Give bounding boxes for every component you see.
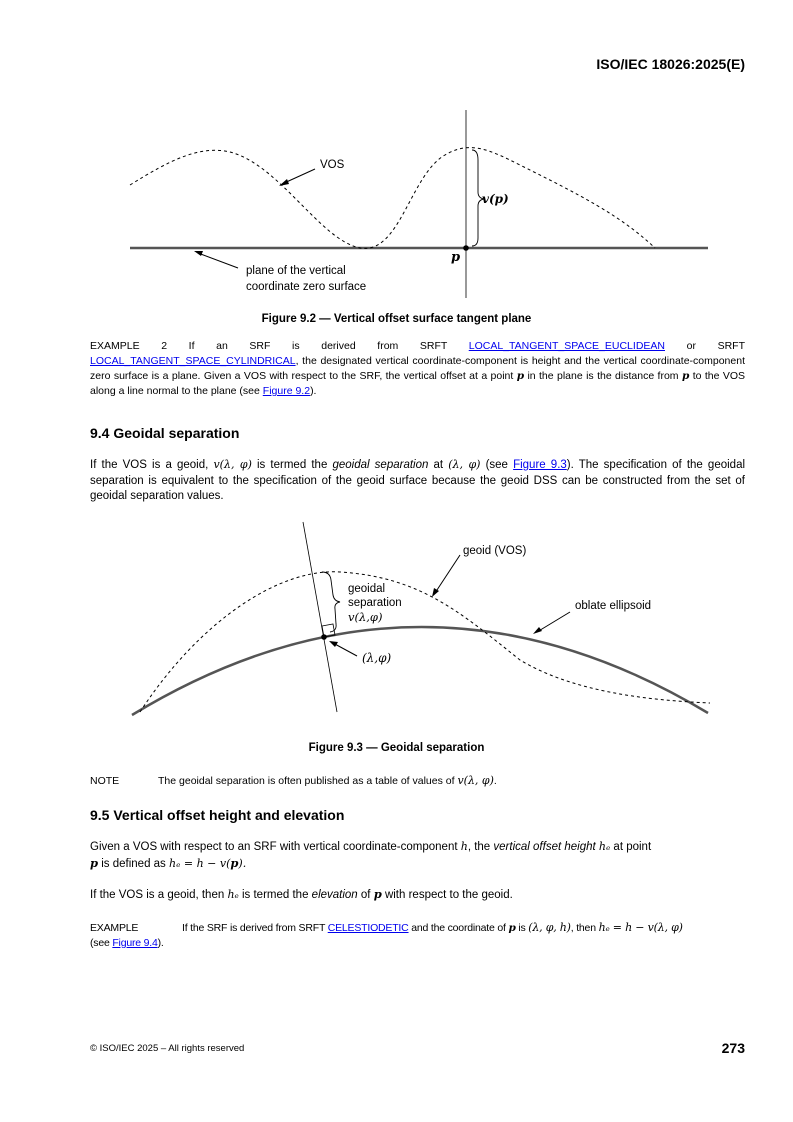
text: , the xyxy=(467,841,494,853)
ellipsoid-curve xyxy=(132,627,708,715)
note-label: NOTE xyxy=(90,775,120,787)
math: hₑ xyxy=(598,840,611,853)
math-p: p xyxy=(230,855,239,870)
math: v(λ, φ) xyxy=(213,458,252,471)
text: If the SRF is derived from SRFT xyxy=(182,922,328,934)
text: is termed the xyxy=(251,459,333,471)
link-figure-9-2[interactable]: Figure 9.2 xyxy=(262,385,311,397)
math: (λ, φ, h) xyxy=(528,921,571,934)
math: hₑ = h − v( xyxy=(169,856,231,870)
link-local-tangent-space-euclidean[interactable]: LOCAL_TANGENT_SPACE_EUCLIDEAN xyxy=(468,340,665,352)
point-lambda-phi xyxy=(321,634,327,640)
point-label: (λ,φ) xyxy=(362,651,392,665)
text: If the VOS is a geoid, then xyxy=(90,889,228,901)
text: The geoidal separation is often published as a table of values of xyxy=(158,775,458,787)
normal-line xyxy=(303,522,337,712)
link-figure-9-3[interactable]: Figure 9.3 xyxy=(513,459,567,471)
math-p: p xyxy=(516,370,525,382)
example-label: EXAMPLE xyxy=(90,922,139,934)
math: hₑ = h − v(λ, φ) xyxy=(598,921,683,934)
p-label: p xyxy=(451,250,461,265)
link-celestiodetic[interactable]: CELESTIODETIC xyxy=(327,922,409,934)
link-local-tangent-space-cylindrical[interactable]: LOCAL_TANGENT_SPACE_CYLINDRICAL xyxy=(90,355,296,367)
text: If an SRF is derived from SRFT xyxy=(167,340,469,352)
emphasis: vertical offset height xyxy=(493,841,599,853)
point-arrow xyxy=(333,643,357,656)
section-9-5-paragraph-1 xyxy=(90,839,745,872)
text: with respect to the geoid. xyxy=(381,889,513,901)
text: , the designated vertical coordinate-component is height and the vertical coordinate-component zero surface is a plane. Given a VOS with respect to the SRF, the vertical offset at a point xyxy=(90,355,745,382)
geoid-curve xyxy=(140,572,710,712)
text: If the VOS is a geoid, xyxy=(90,459,214,471)
section-9-4-heading: 9.4 Geoidal separation xyxy=(90,425,240,441)
note xyxy=(90,773,745,789)
link-figure-9-4[interactable]: Figure 9.4 xyxy=(112,937,158,949)
separation-label-1: geoidal xyxy=(348,583,386,595)
ellipsoid-label: oblate ellipsoid xyxy=(575,600,652,612)
figure-9-2-caption: Figure 9.2 — Vertical offset surface tangent plane xyxy=(261,313,532,325)
section-9-5-paragraph-2 xyxy=(90,887,745,904)
text: ). The specification of the geoidal separation is equivalent to the specification of the geoid surface because the geoid DSS can be constructed from the set of geoidal separation values. xyxy=(90,459,746,502)
math: hₑ xyxy=(227,888,239,901)
text: at xyxy=(428,459,449,471)
text: of xyxy=(357,889,374,901)
math: (λ, φ) xyxy=(448,458,481,471)
text: Given a VOS with respect to an SRF with vertical coordinate-component xyxy=(90,841,461,853)
geoid-arrow xyxy=(435,555,460,593)
emphasis: geoidal separation xyxy=(332,459,429,471)
ellipsoid-arrow xyxy=(537,612,570,632)
text: is xyxy=(515,922,529,934)
separation-brace xyxy=(322,572,340,632)
emphasis: elevation xyxy=(311,889,358,901)
plane-label-1: plane of the vertical xyxy=(246,265,346,277)
geoid-label: geoid (VOS) xyxy=(463,545,527,557)
math-p: p xyxy=(373,887,382,901)
text: and the coordinate of xyxy=(408,922,509,934)
text: (see xyxy=(90,937,113,949)
text: at point xyxy=(610,841,652,853)
math-p: p xyxy=(90,855,99,870)
example xyxy=(90,920,745,951)
vp-label: v(p) xyxy=(482,192,509,206)
separation-label-3: v(λ,φ) xyxy=(348,610,383,624)
math-p: p xyxy=(681,370,690,382)
text: , then xyxy=(570,922,599,934)
text: ). xyxy=(157,937,164,949)
text: (see xyxy=(480,459,514,471)
text: or SRFT xyxy=(665,340,745,352)
text: in the plane is the distance from xyxy=(524,370,682,382)
text: is termed the xyxy=(238,889,312,901)
separation-label-2: separation xyxy=(348,597,402,609)
page-number: 273 xyxy=(721,1040,745,1056)
vos-label: VOS xyxy=(320,159,345,171)
text: ). xyxy=(310,385,317,397)
math: ). xyxy=(238,856,247,870)
section-9-5-heading: 9.5 Vertical offset height and elevation xyxy=(90,807,345,823)
footer-copyright: © ISO/IEC 2025 – All rights reserved xyxy=(90,1043,245,1054)
example-label: EXAMPLE 2 xyxy=(90,340,168,352)
math: h xyxy=(460,840,468,853)
text: is defined as xyxy=(98,857,170,870)
math: v(λ, φ) xyxy=(457,774,494,787)
plane-label-2: coordinate zero surface xyxy=(246,281,367,293)
math-p: p xyxy=(508,922,516,934)
figure-9-3-caption: Figure 9.3 — Geoidal separation xyxy=(308,742,485,754)
document-header: ISO/IEC 18026:2025(E) xyxy=(596,56,745,72)
text: to the VOS along a line normal to the plane (see xyxy=(90,370,746,397)
text: . xyxy=(493,775,497,787)
